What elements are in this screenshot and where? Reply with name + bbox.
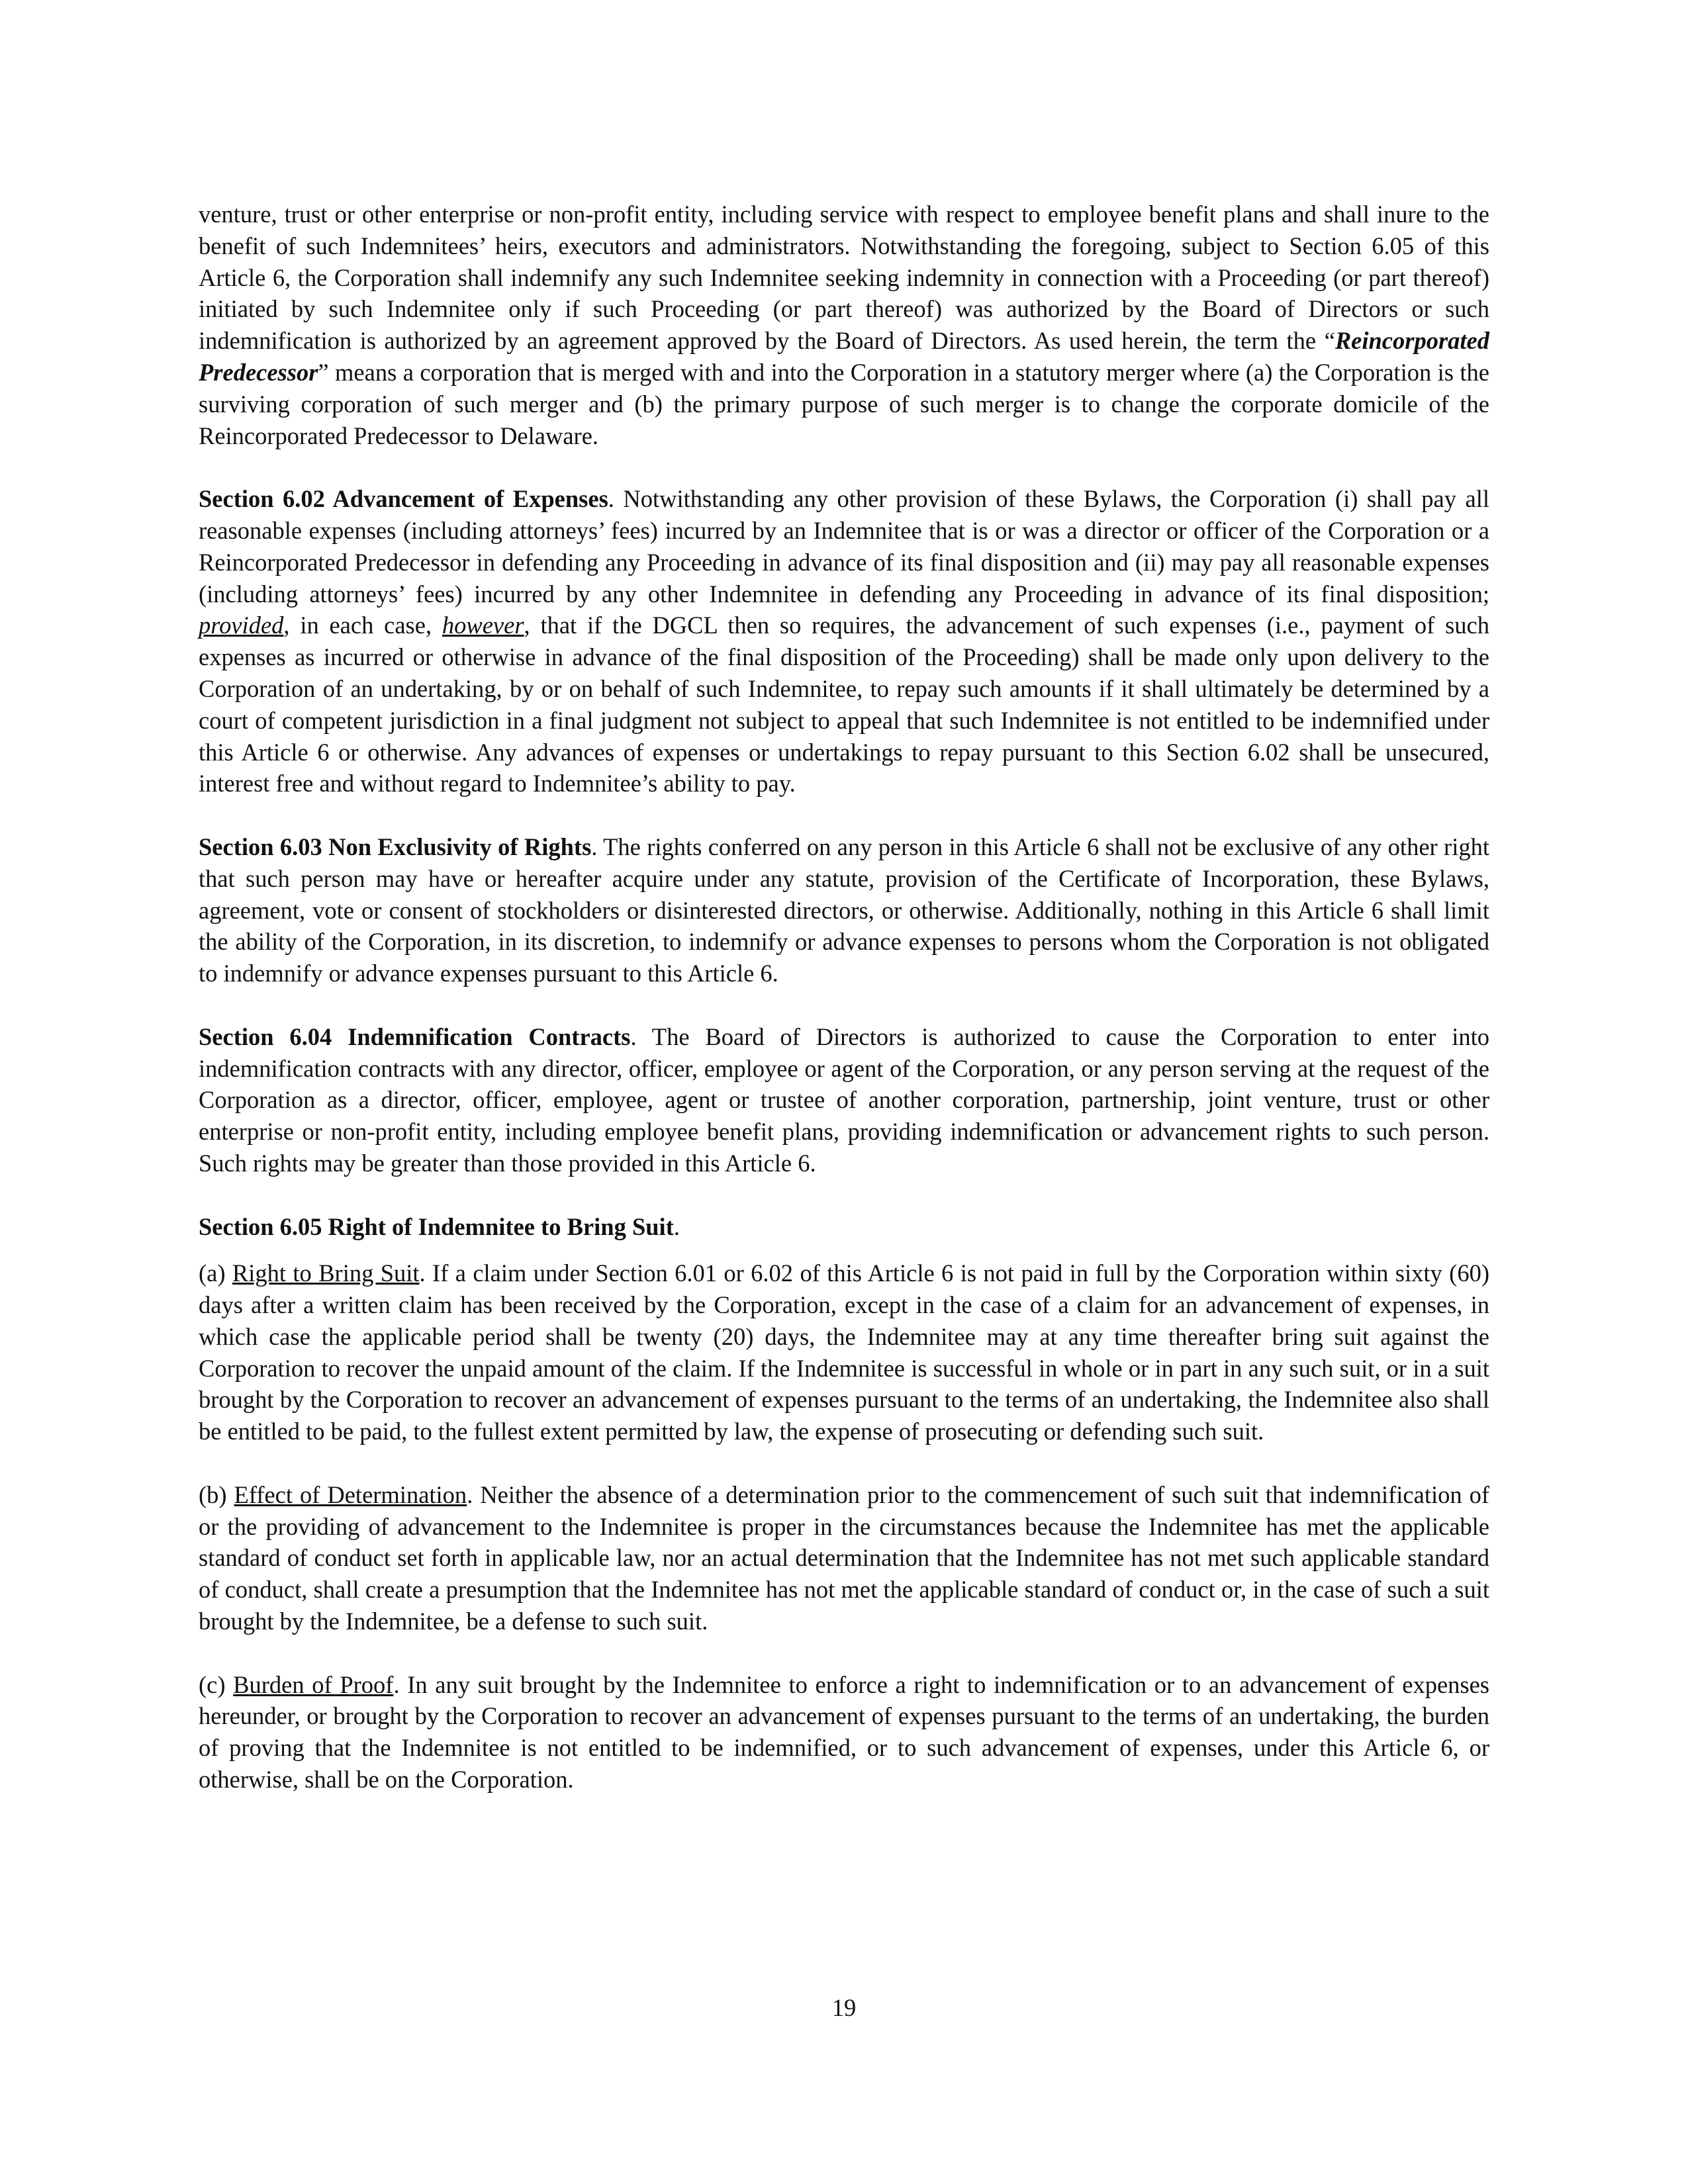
section-heading: Section 6.04 Indemnification Contracts: [199, 1023, 631, 1050]
defined-term: Reincorporated Predecessor: [199, 327, 1489, 386]
document-page: [199, 199, 1489, 1796]
section-heading: Section 6.02 Advancement of Expenses: [199, 485, 608, 513]
subsection-label: (b): [199, 1480, 234, 1508]
paragraph-text: . In any suit brought by the Indemnitee to enforce a right to indemnification or to an advancement of expenses hereunder, or brought by the Corporation to recover an advancement of expenses pursuant to the terms of an undertaking, the burden of proving that the Indemnitee is not entitled to be indemnified, or to such advancement of expenses, under this Article 6, or otherwise, shall be on the Corporation.: [199, 1670, 1489, 1794]
section-6-03-paragraph: [199, 831, 1489, 989]
paragraph-text: , in each case,: [283, 612, 442, 639]
paragraph-text: . Neither the absence of a determination prior to the commencement of such suit that indemnification of or the providing of advancement to the Indemnitee is proper in the circumstances because the Indemnitee has met the applicable standard of conduct set forth in applicable law, nor an actual determination that the Indemnitee has not met such applicable standard of conduct, shall create a presumption that the Indemnitee has not met the applicable standard of conduct or, in the case of such a suit brought by the Indemnitee, be a defense to such suit.: [199, 1480, 1489, 1635]
emphasis-provided: provided: [199, 612, 284, 639]
section-6-05-b-paragraph: [199, 1479, 1489, 1637]
section-6-02-paragraph: [199, 483, 1489, 799]
section-6-01-continuation: [199, 199, 1489, 451]
section-heading: Section 6.05 Right of Indemnitee to Bring Suit: [199, 1212, 674, 1240]
paragraph-text: ” means a corporation that is merged with and into the Corporation in a statutory merger where (a) the Corporation is the surviving corporation of such merger and (b) the primary purpose of such merger is to change the corporate domicile of the Reincorporated Predecessor to Delaware.: [199, 358, 1489, 449]
emphasis-however: however: [442, 612, 524, 639]
section-6-05-c-paragraph: [199, 1669, 1489, 1796]
section-6-05-heading: [199, 1211, 1489, 1243]
paragraph-text: . The Board of Directors is authorized to cause the Corporation to enter into indemnification contracts with any director, officer, employee or agent of the Corporation, or any person serving at the request of the Corporation as a director, officer, employee, agent or trustee of another corporation, partnership, joint venture, trust or other enterprise or non-profit entity, including employee benefit plans, providing indemnification or advancement rights to such person. Such rights may be greater than those provided in this Article 6.: [199, 1023, 1489, 1177]
section-6-04-paragraph: [199, 1021, 1489, 1179]
paragraph-text: , that if the DGCL then so requires, the advancement of such expenses (i.e., payment of such expenses as incurred or otherwise in advance of the final disposition of the Proceeding) shall be made only upon delivery to the Corporation of an undertaking, by or on behalf of such Indemnitee, to repay such amounts if it shall ultimately be determined by a court of competent jurisdiction in a final judgment not subject to appeal that such Indemnitee is not entitled to be indemnified under this Article 6 or otherwise. Any advances of expenses or undertakings to repay pursuant to this Section 6.02 shall be unsecured, interest free and without regard to Indemnitee’s ability to pay.: [199, 612, 1489, 797]
subsection-title: Effect of Determination: [234, 1480, 467, 1508]
section-6-05-a-paragraph: [199, 1257, 1489, 1447]
page-number: 19: [831, 1994, 857, 2021]
subsection-title: Right to Bring Suit: [232, 1259, 420, 1287]
paragraph-text: . Notwithstanding any other provision of these Bylaws, the Corporation (i) shall pay all reasonable expenses (including attorneys’ fees) incurred by an Indemnitee that is or was a director or officer of the Corporation or a Reincorporated Predecessor in defending any Proceeding in advance of its final disposition and (ii) may pay all reasonable expenses (including attorneys’ fees) incurred by any other Indemnitee in defending any Proceeding in advance of its final disposition;: [199, 485, 1490, 608]
heading-period: .: [673, 1212, 680, 1240]
subsection-label: (a): [199, 1259, 232, 1287]
paragraph-text: venture, trust or other enterprise or non-profit entity, including service with respect to employee benefit plans and shall inure to the benefit of such Indemnitees’ heirs, executors and administrators. Notwithstanding the foregoing, subject to Section 6.05 of this Article 6, the Corporation shall indemnify any such Indemnitee seeking indemnity in connection with a Proceeding (or part thereof) initiated by such Indemnitee only if such Proceeding (or part thereof) was authorized by the Board of Directors or such indemnification is authorized by an agreement approved by the Board of Directors. As used herein, the term the “: [199, 201, 1489, 355]
subsection-label: (c): [199, 1670, 234, 1698]
paragraph-text: . The rights conferred on any person in this Article 6 shall not be exclusive of any other right that such person may have or hereafter acquire under any statute, provision of the Certificate of Incorporation, these Bylaws, agreement, vote or consent of stockholders or disinterested directors, or otherwise. Additionally, nothing in this Article 6 shall limit the ability of the Corporation, in its discretion, to indemnify or advance expenses to persons whom the Corporation is not obligated to indemnify or advance expenses pursuant to this Article 6.: [199, 833, 1489, 987]
paragraph-text: . If a claim under Section 6.01 or 6.02 of this Article 6 is not paid in full by the Corporation within sixty (60) days after a written claim has been received by the Corporation, except in the case of a claim for an advancement of expenses, in which case the applicable period shall be twenty (20) days, the Indemnitee may at any time thereafter bring suit against the Corporation to recover the unpaid amount of the claim. If the Indemnitee is successful in whole or in part in any such suit, or in a suit brought by the Corporation to recover an advancement of expenses pursuant to the terms of an undertaking, the Indemnitee also shall be entitled to be paid, to the fullest extent permitted by law, the expense of prosecuting or defending such suit.: [199, 1259, 1489, 1445]
subsection-title: Burden of Proof: [233, 1670, 394, 1698]
section-heading: Section 6.03 Non Exclusivity of Rights: [199, 833, 592, 860]
